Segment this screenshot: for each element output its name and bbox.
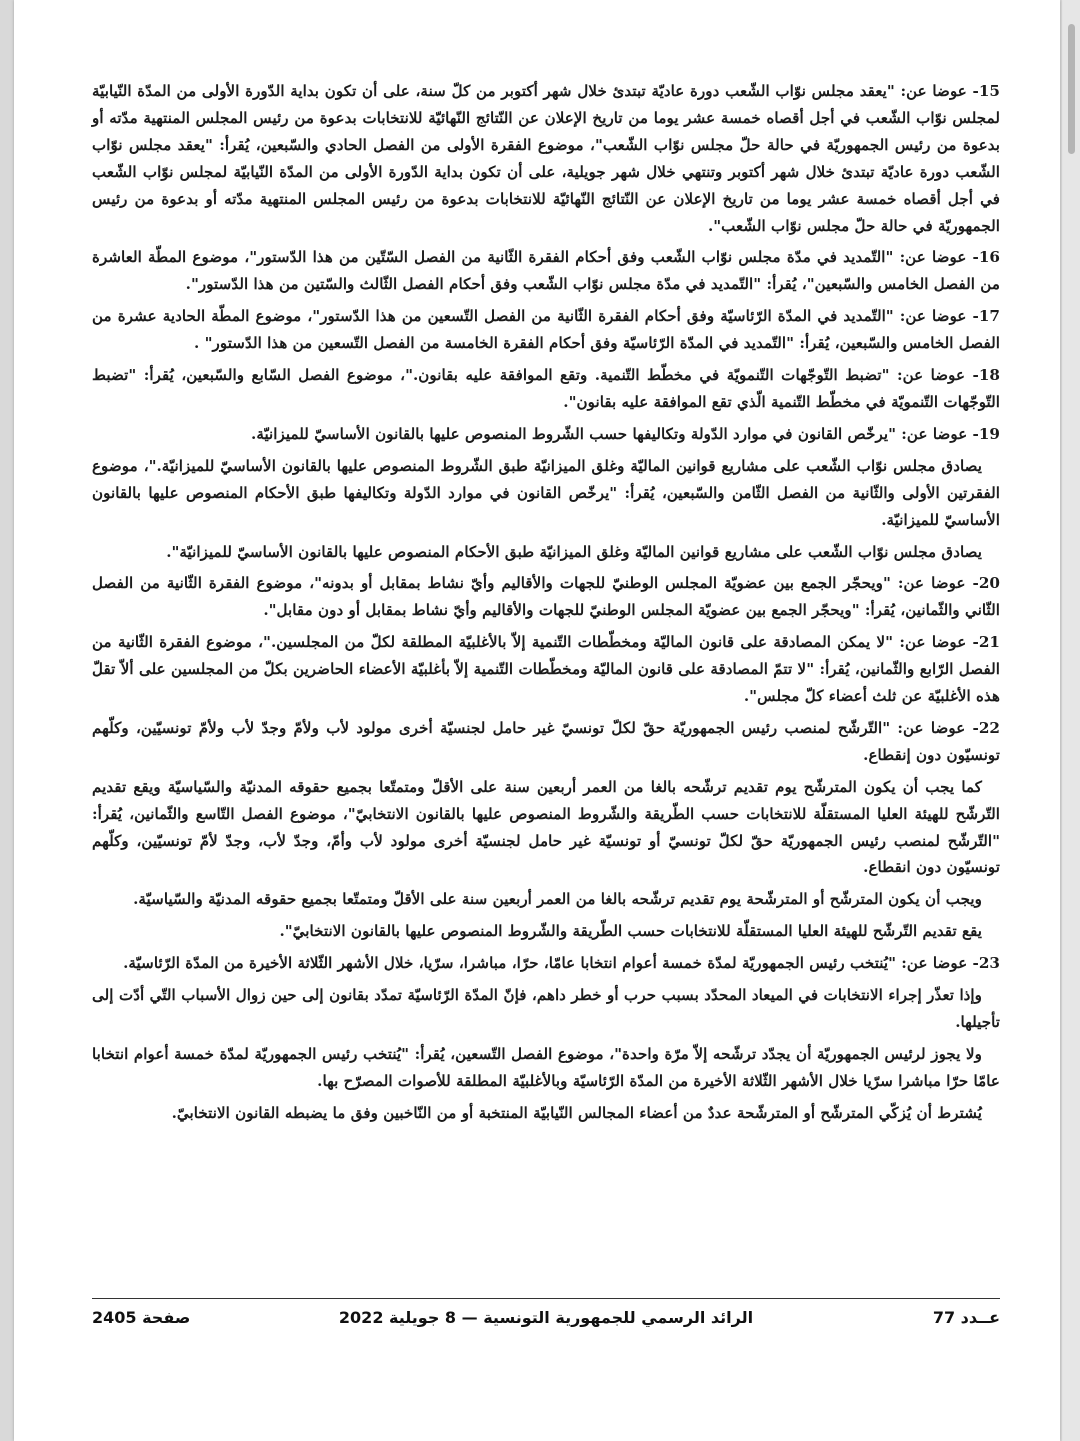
paragraph-item-19-cont-2: يصادق مجلس نوّاب الشّعب على مشاريع قوانين الماليّة وغلق الميزانيّة طبق الأحكام المنصوص عليها بالقانون الأساسيّ للميزانيّة". [166,542,982,561]
footer-page-number: صفحة 2405 [92,1308,191,1327]
paragraph-item-20: 20- عوضا عن: "ويحجّر الجمع بين عضويّة المجلس الوطنيّ للجهات والأقاليم وأيّ نشاط بمقابل أو بدونه"، موضوع الفقرة الثّانية من الفصل الثّاني والثّمانين، يُقرأ: "ويحجّر الجمع بين عضويّة المجلس الوطنيّ للجهات والأقاليم وأيّ نشاط بمقابل أو دون مقابل". [92,574,1000,620]
paragraph-item-22-cont-1: كما يجب أن يكون المترشّح يوم تقديم ترشّحه بالغا من العمر أربعين سنة على الأقلّ ومتمتّعا بجميع حقوقه المدنيّة والسّياسيّة ويقع تقديم التّرشّح للهيئة العليا المستقلّة للانتخابات حسب الطّريقة والشّروط المنصوص عليها بالقانون الانتخابيّ"، موضوع الفصل التّاسع والثّمانين، يُقرأ: "التّرشّح لمنصب رئيس الجمهوريّة حقّ لكلّ تونسيّ أو تونسيّة غير حامل لجنسيّة أخرى مولود لأب وأمّ، وجدّ لأب، وجدّ لأمّ تونسيّين، وكلّهم تونسيّون دون انقطاع. [92,777,1000,877]
paragraph-item-16: 16- عوضا عن: "التّمديد في مدّة مجلس نوّاب الشّعب وفق أحكام الفقرة الثّانية من الفصل السّتّين من هذا الدّستور"، موضوع المطّة العاشرة من الفصل الخامس والسّبعين"، يُقرأ: "التّمديد في مدّة مجلس نوّاب الشّعب وفق أحكام الفصل الثّالث والسّتين من هذا الدّستور". [92,248,1000,294]
paragraph-item-22: 22- عوضا عن: "التّرشّح لمنصب رئيس الجمهوريّة حقّ لكلّ تونسيّ غير حامل لجنسيّة أخرى مولود لأب ولأمّ وجدّ لأب ولأمّ تونسيّين، وكلّهم تونسيّون دون إنقطاع. [92,718,1000,764]
scrollbar-thumb[interactable] [1068,24,1075,154]
paragraph-item-21: 21- عوضا عن: "لا يمكن المصادقة على قانون الماليّة ومخطّطات التّنمية إلاّ بالأغلبيّة المطلقة لكلّ من المجلسين."، موضوع الفقرة الثّانية من الفصل الرّابع والثّمانين، يُقرأ: "لا تتمّ المصادقة على قانون الماليّة ومخطّطات التّنمية إلاّ بأغلبيّة الأعضاء الحاضرين بكلّ من المجلسين على ألاّ تقلّ هذه الأغلبيّة عن ثلث أعضاء كلّ مجلس". [92,633,1000,706]
footer-divider [92,1298,1000,1299]
paragraph-item-23-cont-1: وإذا تعذّر إجراء الانتخابات في الميعاد المحدّد بسبب حرب أو خطر داهم، فإنّ المدّة الرّئاسيّة تمدّد بقانون إلى حين زوال الأسباب التّي أدّت إلى تأجيلها. [92,986,1000,1031]
paragraph-item-23-cont-3: يُشترط أن يُزكّي المترشّح أو المترشّحة عددٌ من أعضاء المجالس النّيابيّة المنتخبة أو من النّاخبين وفق ما يضبطه القانون الانتخابيّ. [171,1103,982,1122]
scrollbar-track[interactable] [1062,0,1080,1441]
paragraph-item-19: 19- عوضا عن: "يرخّص القانون في موارد الدّولة وتكاليفها حسب الشّروط المنصوص عليها بالقانون الأساسيّ للميزانيّة. [251,424,1000,443]
paragraph-item-17: 17- عوضا عن: "التّمديد في المدّة الرّئاسيّة وفق أحكام الفقرة الثّانية من الفصل التّسعين من هذا الدّستور"، موضوع المطّة الحادية عشرة من الفصل الخامس والسّبعين، يُقرأ: "التّمديد في المدّة الرّئاسيّة وفق أحكام الفقرة الخامسة من الفصل التّسعين من هذا الدّستور" . [92,307,1000,353]
document-page [14,0,1060,1441]
paragraph-item-15: 15- عوضا عن: "يعقد مجلس نوّاب الشّعب دورة عاديّة تبتدئ خلال شهر أكتوبر من كلّ سنة، على أن تكون بداية الدّورة الأولى من المدّة النّيابيّة لمجلس نوّاب الشّعب في أجل أقصاه خمسة عشر يوما من تاريخ الإعلان عن النّتائج النّهائيّة للانتخابات بدعوة من رئيس المجلس المنتهية مدّته أو بدعوة من رئيس الجمهوريّة في حالة حلّ مجلس نوّاب الشّعب"، موضوع الفقرة الأولى من الفصل الحادي والسّبعين، يُقرأ: "يعقد مجلس نوّاب الشّعب دورة عاديّة تبتدئ خلال شهر أكتوبر وتنتهي خلال شهر جويلية، على أن تكون بداية الدّورة الأولى من المدّة النّيابيّة لمجلس نوّاب الشّعب في أجل أقصاه خمسة عشر يوما من تاريخ الإعلان عن النّتائج النّهائيّة للانتخابات بدعوة من رئيس المجلس المنتهية مدّته أو بدعوة من رئيس الجمهوريّة في حالة حلّ مجلس نوّاب الشّعب". [92,82,1000,235]
paragraph-item-18: 18- عوضا عن: "تضبط التّوجّهات التّنمويّة في مخطّط التّنمية. وتقع الموافقة عليه بقانون."، موضوع الفصل السّابع والسّبعين، يُقرأ: "تضبط التّوجّهات التّنمويّة في مخطّط التّنمية الّذي تقع الموافقة عليه بقانون". [92,366,1000,411]
footer-journal-title: الرائد الرسمي للجمهورية التونسية — 8 جويلية 2022 [338,1308,754,1327]
footer-issue-number: عــدد 77 [932,1308,1000,1327]
paragraph-item-19-cont-1: يصادق مجلس نوّاب الشّعب على مشاريع قوانين الماليّة وغلق الميزانيّة طبق الشّروط المنصوص عليها بالقانون الأساسيّ للميزانيّة."، موضوع الفقرتين الأولى والثّانية من الفصل الثّامن والسّبعين، يُقرأ: "يرخّص القانون في موارد الدّولة وتكاليفها طبق الأحكام المنصوص عليها بالقانون الأساسيّ للميزانيّة. [92,456,1000,529]
page-footer [92,1308,1000,1332]
paragraph-item-22-cont-2: ويجب أن يكون المترشّح أو المترشّحة يوم تقديم ترشّحه بالغا من العمر أربعين سنة على الأقلّ ومتمتّعا بجميع حقوقه المدنيّة والسّياسيّة. [133,890,982,909]
paragraph-item-23: 23- عوضا عن: "يُنتخب رئيس الجمهوريّة لمدّة خمسة أعوام انتخابا عامّا، حرّا، مباشرا، سرّيا، خلال الأشهر الثّلاثة الأخيرة من المدّة الرّئاسيّة. [123,954,1000,973]
document-body [92,78,1000,1132]
paragraph-item-23-cont-2: ولا يجوز لرئيس الجمهوريّة أن يجدّد ترشّحه إلاّ مرّة واحدة"، موضوع الفصل التّسعين، يُقرأ: "يُنتخب رئيس الجمهوريّة لمدّة خمسة أعوام انتخابا عامّا حرّا مباشرا سرّيا خلال الأشهر الثّلاثة الأخيرة من المدّة الرّئاسيّة وبالأغلبيّة المطلقة للأصوات المصرّح بها. [92,1044,1000,1090]
paragraph-item-22-cont-3: يقع تقديم التّرشّح للهيئة العليا المستقلّة للانتخابات حسب الطّريقة والشّروط المنصوص عليها بالقانون الانتخابيّ". [279,922,982,941]
